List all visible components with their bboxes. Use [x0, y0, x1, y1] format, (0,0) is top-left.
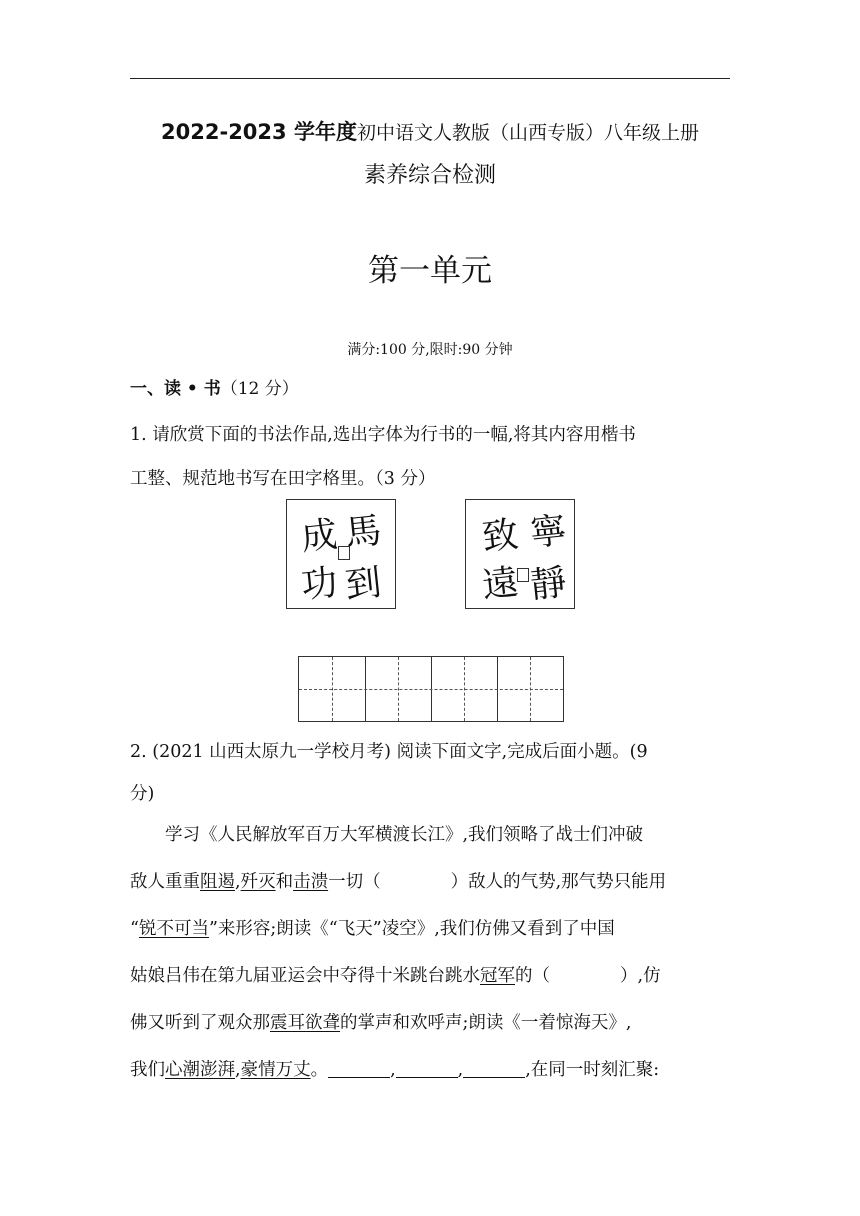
calligraphy-a-char: 馬: [343, 510, 384, 555]
q2-passage: [130, 816, 730, 1089]
section-label: 一、读 • 书: [130, 379, 221, 399]
calligraphy-a: [286, 499, 396, 609]
answer-blank[interactable]: [396, 1059, 458, 1078]
underlined-word: 歼灭: [240, 872, 276, 892]
section-points: （12 分）: [220, 379, 299, 399]
underlined-word: 豪情万丈: [240, 1060, 311, 1080]
score-info: 满分:100 分,限时:90 分钟: [347, 342, 513, 358]
calligraphy-b-char: 寧: [528, 510, 569, 555]
calligraphy-a-char: 成: [299, 514, 340, 559]
underlined-word: 冠军: [480, 966, 515, 986]
underlined-word: 震耳欲聋: [270, 1013, 340, 1033]
header-rule: [130, 78, 730, 79]
calligraphy-a-char: 到: [343, 562, 384, 607]
q2-line1: 2. (2021 山西太原九一学校月考) 阅读下面文字,完成后面小题。(9: [130, 742, 648, 762]
answer-blank[interactable]: [328, 1059, 390, 1078]
passage-line: 学习《人民解放军百万大军横渡长江》,我们领略了战士们冲破: [165, 825, 644, 845]
exam-title: [0, 116, 860, 146]
passage-line: 敌人重重阻遏,歼灭和击溃一切（ ）敌人的气势,那气势只能用: [130, 872, 667, 892]
calligraphy-b-char: 靜: [528, 562, 569, 607]
exam-subtitle: 素养综合检测: [363, 163, 496, 188]
passage-line: 我们心潮澎湃,豪情万丈。 , , ,在同一时刻汇聚:: [130, 1060, 660, 1080]
answer-blank[interactable]: [463, 1059, 525, 1078]
passage-line: “锐不可当”来形容;朗读《“飞天”凌空》,我们仿佛又看到了中国: [130, 919, 615, 939]
title-year: 2022-2023 学年度: [161, 120, 357, 144]
calligraphy-b-char: 致: [480, 514, 521, 559]
passage-line: 姑娘吕伟在第九届亚运会中夺得十米跳台跳水冠军的（ ）,仿: [130, 966, 661, 986]
passage-line: 佛又听到了观众那震耳欲聋的掌声和欢呼声;朗读《一着惊海天》,: [130, 1013, 632, 1033]
underlined-word: 击溃: [293, 872, 329, 892]
calligraphy-b-char: 遠: [480, 562, 521, 607]
calligraphy-b: [465, 499, 575, 609]
underlined-word: 锐不可当: [138, 919, 209, 939]
q1-line2: 工整、规范地书写在田字格里。（3 分）: [130, 469, 436, 489]
underlined-word: 心潮澎湃: [165, 1060, 235, 1080]
seal-stamp: [338, 546, 350, 560]
title-rest: 初中语文人教版（山西专版）八年级上册: [356, 122, 699, 144]
section-heading: [130, 374, 299, 399]
q2-line2: 分): [130, 784, 155, 804]
tianzige-grid[interactable]: [298, 656, 564, 722]
calligraphy-a-char: 功: [299, 562, 340, 607]
unit-title: 第一单元: [368, 253, 492, 289]
seal-stamp: [517, 568, 529, 582]
underlined-word: 阻遏: [200, 872, 235, 892]
q1-line1: 1. 请欣赏下面的书法作品,选出字体为行书的一幅,将其内容用楷书: [130, 425, 636, 445]
